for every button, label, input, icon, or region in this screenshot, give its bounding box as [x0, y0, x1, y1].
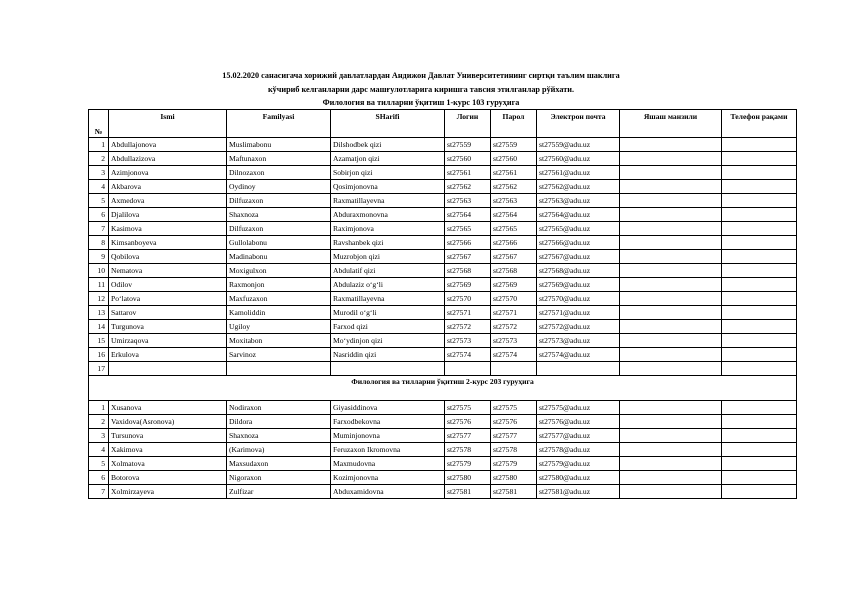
- cell-login: st27574: [445, 348, 491, 362]
- table-row: [89, 222, 797, 236]
- table-row: [89, 334, 797, 348]
- table-row: [89, 236, 797, 250]
- cell-phone: [722, 334, 797, 348]
- cell-phone: [722, 471, 797, 485]
- cell-address: [620, 485, 722, 499]
- cell-familyasi: Shaxnoza: [227, 208, 331, 222]
- cell-phone: [722, 194, 797, 208]
- cell-phone: [722, 457, 797, 471]
- cell-phone: [722, 264, 797, 278]
- cell-parol: st27581: [491, 485, 537, 499]
- cell-login: st27561: [445, 166, 491, 180]
- row-number: 14: [89, 320, 109, 334]
- cell-email: st27568@adu.uz: [537, 264, 620, 278]
- cell-parol: st27574: [491, 348, 537, 362]
- cell-email: st27570@adu.uz: [537, 292, 620, 306]
- cell-sharifi: Raximjonova: [331, 222, 445, 236]
- cell-familyasi: Gullolabonu: [227, 236, 331, 250]
- row-number: 1: [89, 138, 109, 152]
- cell-parol: st27561: [491, 166, 537, 180]
- group-2-title: Филология ва тилларни ўқитиш 2-курс 203 гуруҳига: [89, 376, 797, 401]
- row-number: 8: [89, 236, 109, 250]
- cell-phone: [722, 415, 797, 429]
- cell-phone: [722, 362, 797, 376]
- cell-phone: [722, 208, 797, 222]
- cell-email: st27581@adu.uz: [537, 485, 620, 499]
- cell-login: st27581: [445, 485, 491, 499]
- cell-familyasi: Oydinoy: [227, 180, 331, 194]
- cell-familyasi: Moxigulxon: [227, 264, 331, 278]
- cell-familyasi: [227, 362, 331, 376]
- table-row: [89, 443, 797, 457]
- cell-familyasi: Raxmonjon: [227, 278, 331, 292]
- cell-email: st27564@adu.uz: [537, 208, 620, 222]
- cell-ismi: Odilov: [109, 278, 227, 292]
- cell-familyasi: Moxitabon: [227, 334, 331, 348]
- cell-parol: st27575: [491, 401, 537, 415]
- cell-sharifi: Raxmatillayevna: [331, 194, 445, 208]
- table-row: [89, 401, 797, 415]
- cell-email: st27560@adu.uz: [537, 152, 620, 166]
- cell-ismi: Botorova: [109, 471, 227, 485]
- cell-sharifi: Abduraxmonovna: [331, 208, 445, 222]
- table-row: [89, 348, 797, 362]
- cell-address: [620, 415, 722, 429]
- table-row: [89, 180, 797, 194]
- cell-email: st27579@adu.uz: [537, 457, 620, 471]
- cell-address: [620, 236, 722, 250]
- cell-parol: st27566: [491, 236, 537, 250]
- cell-parol: st27577: [491, 429, 537, 443]
- table-row: [89, 457, 797, 471]
- document-title-line-1: 15.02.2020 санасигача хорижий давлатлардан Андижон Давлат Университетининг сиртқи таълим шаклига: [222, 71, 620, 80]
- row-number: 17: [89, 362, 109, 376]
- cell-familyasi: Kamoliddin: [227, 306, 331, 320]
- cell-ismi: Sattarov: [109, 306, 227, 320]
- cell-address: [620, 429, 722, 443]
- header-address: Яшаш манзили: [620, 110, 722, 138]
- cell-login: st27569: [445, 278, 491, 292]
- row-number: 12: [89, 292, 109, 306]
- row-number: 15: [89, 334, 109, 348]
- cell-address: [620, 320, 722, 334]
- table-row: [89, 278, 797, 292]
- cell-email: st27576@adu.uz: [537, 415, 620, 429]
- cell-address: [620, 334, 722, 348]
- cell-sharifi: Farxod qizi: [331, 320, 445, 334]
- header-sharifi: SHarifi: [331, 110, 445, 138]
- header-parol: Парол: [491, 110, 537, 138]
- cell-sharifi: Muzrobjon qizi: [331, 250, 445, 264]
- cell-ismi: Abdullazizova: [109, 152, 227, 166]
- cell-sharifi: Qosimjonovna: [331, 180, 445, 194]
- document-title-line-2: кўчириб келганларни дарс машғулотларига киришга тавсия этилганлар рўйхати.: [267, 85, 575, 94]
- cell-phone: [722, 401, 797, 415]
- cell-sharifi: Abdulatif qizi: [331, 264, 445, 278]
- header-email: Электрон почта: [537, 110, 620, 138]
- table-row: [89, 264, 797, 278]
- cell-ismi: Po‘latova: [109, 292, 227, 306]
- cell-login: st27568: [445, 264, 491, 278]
- cell-sharifi: Murodil o‘g‘li: [331, 306, 445, 320]
- table-header-row: [89, 110, 797, 138]
- cell-address: [620, 152, 722, 166]
- cell-parol: st27562: [491, 180, 537, 194]
- row-number: 7: [89, 222, 109, 236]
- cell-sharifi: Ravshanbek qizi: [331, 236, 445, 250]
- cell-address: [620, 208, 722, 222]
- table-row: [89, 485, 797, 499]
- table-row: [89, 471, 797, 485]
- cell-ismi: Azimjonova: [109, 166, 227, 180]
- cell-email: st27565@adu.uz: [537, 222, 620, 236]
- cell-ismi: Qobilova: [109, 250, 227, 264]
- cell-ismi: Abdullajonova: [109, 138, 227, 152]
- cell-phone: [722, 222, 797, 236]
- cell-parol: st27578: [491, 443, 537, 457]
- cell-familyasi: Nigoraxon: [227, 471, 331, 485]
- cell-phone: [722, 138, 797, 152]
- cell-familyasi: Dilfuzaxon: [227, 222, 331, 236]
- cell-email: st27559@adu.uz: [537, 138, 620, 152]
- cell-parol: st27570: [491, 292, 537, 306]
- cell-ismi: Akbarova: [109, 180, 227, 194]
- cell-familyasi: Muslimabonu: [227, 138, 331, 152]
- table-row: [89, 320, 797, 334]
- cell-familyasi: Dildora: [227, 415, 331, 429]
- cell-sharifi: Raxmatillayevna: [331, 292, 445, 306]
- row-number: 10: [89, 264, 109, 278]
- cell-address: [620, 362, 722, 376]
- row-number: 5: [89, 194, 109, 208]
- cell-parol: st27564: [491, 208, 537, 222]
- cell-familyasi: Maxfuzaxon: [227, 292, 331, 306]
- cell-phone: [722, 443, 797, 457]
- cell-parol: [491, 362, 537, 376]
- cell-parol: st27567: [491, 250, 537, 264]
- cell-sharifi: Mo‘ydinjon qizi: [331, 334, 445, 348]
- cell-email: [537, 362, 620, 376]
- row-number: 4: [89, 443, 109, 457]
- cell-email: st27572@adu.uz: [537, 320, 620, 334]
- cell-phone: [722, 429, 797, 443]
- table-row: [89, 362, 797, 376]
- cell-address: [620, 180, 722, 194]
- students-table: [88, 109, 797, 499]
- cell-sharifi: Maxmudovna: [331, 457, 445, 471]
- cell-login: st27559: [445, 138, 491, 152]
- cell-ismi: Erkulova: [109, 348, 227, 362]
- table-row: [89, 306, 797, 320]
- cell-ismi: Kasimova: [109, 222, 227, 236]
- cell-sharifi: Kozimjonovna: [331, 471, 445, 485]
- cell-sharifi: Azamatjon qizi: [331, 152, 445, 166]
- cell-address: [620, 471, 722, 485]
- cell-login: st27570: [445, 292, 491, 306]
- cell-login: st27565: [445, 222, 491, 236]
- cell-email: st27569@adu.uz: [537, 278, 620, 292]
- cell-familyasi: Madinabonu: [227, 250, 331, 264]
- cell-email: st27567@adu.uz: [537, 250, 620, 264]
- cell-phone: [722, 236, 797, 250]
- cell-address: [620, 138, 722, 152]
- row-number: 1: [89, 401, 109, 415]
- cell-parol: st27569: [491, 278, 537, 292]
- cell-parol: st27573: [491, 334, 537, 348]
- cell-login: st27563: [445, 194, 491, 208]
- cell-familyasi: (Karimova): [227, 443, 331, 457]
- row-number: 16: [89, 348, 109, 362]
- cell-login: st27572: [445, 320, 491, 334]
- header-login: Логин: [445, 110, 491, 138]
- cell-phone: [722, 306, 797, 320]
- header-ismi: Ismi: [109, 110, 227, 138]
- cell-phone: [722, 485, 797, 499]
- cell-ismi: Axmedova: [109, 194, 227, 208]
- cell-phone: [722, 152, 797, 166]
- cell-parol: st27576: [491, 415, 537, 429]
- cell-address: [620, 278, 722, 292]
- cell-email: st27571@adu.uz: [537, 306, 620, 320]
- table-row: [89, 292, 797, 306]
- cell-email: st27566@adu.uz: [537, 236, 620, 250]
- cell-parol: st27568: [491, 264, 537, 278]
- cell-phone: [722, 320, 797, 334]
- header-familyasi: Familyasi: [227, 110, 331, 138]
- cell-sharifi: [331, 362, 445, 376]
- cell-email: st27562@adu.uz: [537, 180, 620, 194]
- cell-familyasi: Shaxnoza: [227, 429, 331, 443]
- cell-ismi: [109, 362, 227, 376]
- cell-parol: st27559: [491, 138, 537, 152]
- cell-login: st27567: [445, 250, 491, 264]
- cell-phone: [722, 348, 797, 362]
- cell-sharifi: Feruzaxon Ikromovna: [331, 443, 445, 457]
- cell-ismi: Vaxidova(Asronova): [109, 415, 227, 429]
- group-1-title: Филология ва тилларни ўқитиш 1-курс 103 гуруҳига: [322, 98, 520, 107]
- cell-email: st27563@adu.uz: [537, 194, 620, 208]
- cell-ismi: Turgunova: [109, 320, 227, 334]
- row-number: 11: [89, 278, 109, 292]
- table-row: [89, 250, 797, 264]
- table-row: [89, 166, 797, 180]
- cell-parol: st27563: [491, 194, 537, 208]
- cell-sharifi: Nasriddin qizi: [331, 348, 445, 362]
- cell-address: [620, 348, 722, 362]
- row-number: 13: [89, 306, 109, 320]
- cell-login: st27573: [445, 334, 491, 348]
- cell-email: st27578@adu.uz: [537, 443, 620, 457]
- cell-email: st27575@adu.uz: [537, 401, 620, 415]
- cell-login: st27576: [445, 415, 491, 429]
- cell-address: [620, 166, 722, 180]
- cell-familyasi: Ugiloy: [227, 320, 331, 334]
- cell-familyasi: Dilfuzaxon: [227, 194, 331, 208]
- cell-phone: [722, 166, 797, 180]
- cell-email: st27577@adu.uz: [537, 429, 620, 443]
- cell-ismi: Xusanova: [109, 401, 227, 415]
- cell-parol: st27572: [491, 320, 537, 334]
- table-row: [89, 152, 797, 166]
- cell-sharifi: Abduxamidovna: [331, 485, 445, 499]
- cell-familyasi: Maftunaxon: [227, 152, 331, 166]
- cell-ismi: Umirzaqova: [109, 334, 227, 348]
- row-number: 3: [89, 166, 109, 180]
- header-phone: Телефон рақами: [722, 110, 797, 138]
- cell-parol: st27571: [491, 306, 537, 320]
- table-row: [89, 208, 797, 222]
- row-number: 9: [89, 250, 109, 264]
- header-number: №: [89, 110, 109, 138]
- row-number: 6: [89, 208, 109, 222]
- cell-address: [620, 306, 722, 320]
- cell-ismi: Xolmatova: [109, 457, 227, 471]
- cell-login: st27579: [445, 457, 491, 471]
- cell-ismi: Kimsanboyeva: [109, 236, 227, 250]
- row-number: 2: [89, 152, 109, 166]
- cell-parol: st27565: [491, 222, 537, 236]
- cell-login: st27560: [445, 152, 491, 166]
- section-row: [89, 376, 797, 401]
- cell-phone: [722, 250, 797, 264]
- cell-phone: [722, 180, 797, 194]
- cell-address: [620, 401, 722, 415]
- cell-login: st27575: [445, 401, 491, 415]
- cell-familyasi: Nodiraxon: [227, 401, 331, 415]
- cell-address: [620, 250, 722, 264]
- table-row: [89, 194, 797, 208]
- cell-parol: st27580: [491, 471, 537, 485]
- cell-familyasi: Dilnozaxon: [227, 166, 331, 180]
- cell-ismi: Nematova: [109, 264, 227, 278]
- cell-sharifi: Sobirjon qizi: [331, 166, 445, 180]
- cell-email: st27573@adu.uz: [537, 334, 620, 348]
- cell-email: st27580@adu.uz: [537, 471, 620, 485]
- table-row: [89, 138, 797, 152]
- row-number: 5: [89, 457, 109, 471]
- cell-sharifi: Giyasiddinova: [331, 401, 445, 415]
- cell-familyasi: Maxsudaxon: [227, 457, 331, 471]
- cell-email: st27561@adu.uz: [537, 166, 620, 180]
- cell-parol: st27579: [491, 457, 537, 471]
- cell-login: [445, 362, 491, 376]
- cell-parol: st27560: [491, 152, 537, 166]
- cell-login: st27566: [445, 236, 491, 250]
- cell-address: [620, 264, 722, 278]
- row-number: 4: [89, 180, 109, 194]
- row-number: 6: [89, 471, 109, 485]
- row-number: 3: [89, 429, 109, 443]
- cell-login: st27562: [445, 180, 491, 194]
- cell-login: st27577: [445, 429, 491, 443]
- cell-phone: [722, 292, 797, 306]
- cell-sharifi: Abdulaziz o‘g‘li: [331, 278, 445, 292]
- cell-address: [620, 292, 722, 306]
- row-number: 7: [89, 485, 109, 499]
- cell-ismi: Djalilova: [109, 208, 227, 222]
- cell-sharifi: Farxodbekovna: [331, 415, 445, 429]
- cell-login: st27571: [445, 306, 491, 320]
- cell-login: st27564: [445, 208, 491, 222]
- cell-email: st27574@adu.uz: [537, 348, 620, 362]
- cell-ismi: Xolmirzayeva: [109, 485, 227, 499]
- cell-familyasi: Sarvinoz: [227, 348, 331, 362]
- cell-familyasi: Zulfizar: [227, 485, 331, 499]
- table-row: [89, 415, 797, 429]
- cell-address: [620, 457, 722, 471]
- cell-ismi: Xakimova: [109, 443, 227, 457]
- cell-address: [620, 222, 722, 236]
- cell-sharifi: Muminjonovna: [331, 429, 445, 443]
- cell-login: st27578: [445, 443, 491, 457]
- cell-login: st27580: [445, 471, 491, 485]
- cell-address: [620, 194, 722, 208]
- cell-phone: [722, 278, 797, 292]
- row-number: 2: [89, 415, 109, 429]
- cell-address: [620, 443, 722, 457]
- cell-ismi: Tursunova: [109, 429, 227, 443]
- cell-sharifi: Dilshodbek qizi: [331, 138, 445, 152]
- table-row: [89, 429, 797, 443]
